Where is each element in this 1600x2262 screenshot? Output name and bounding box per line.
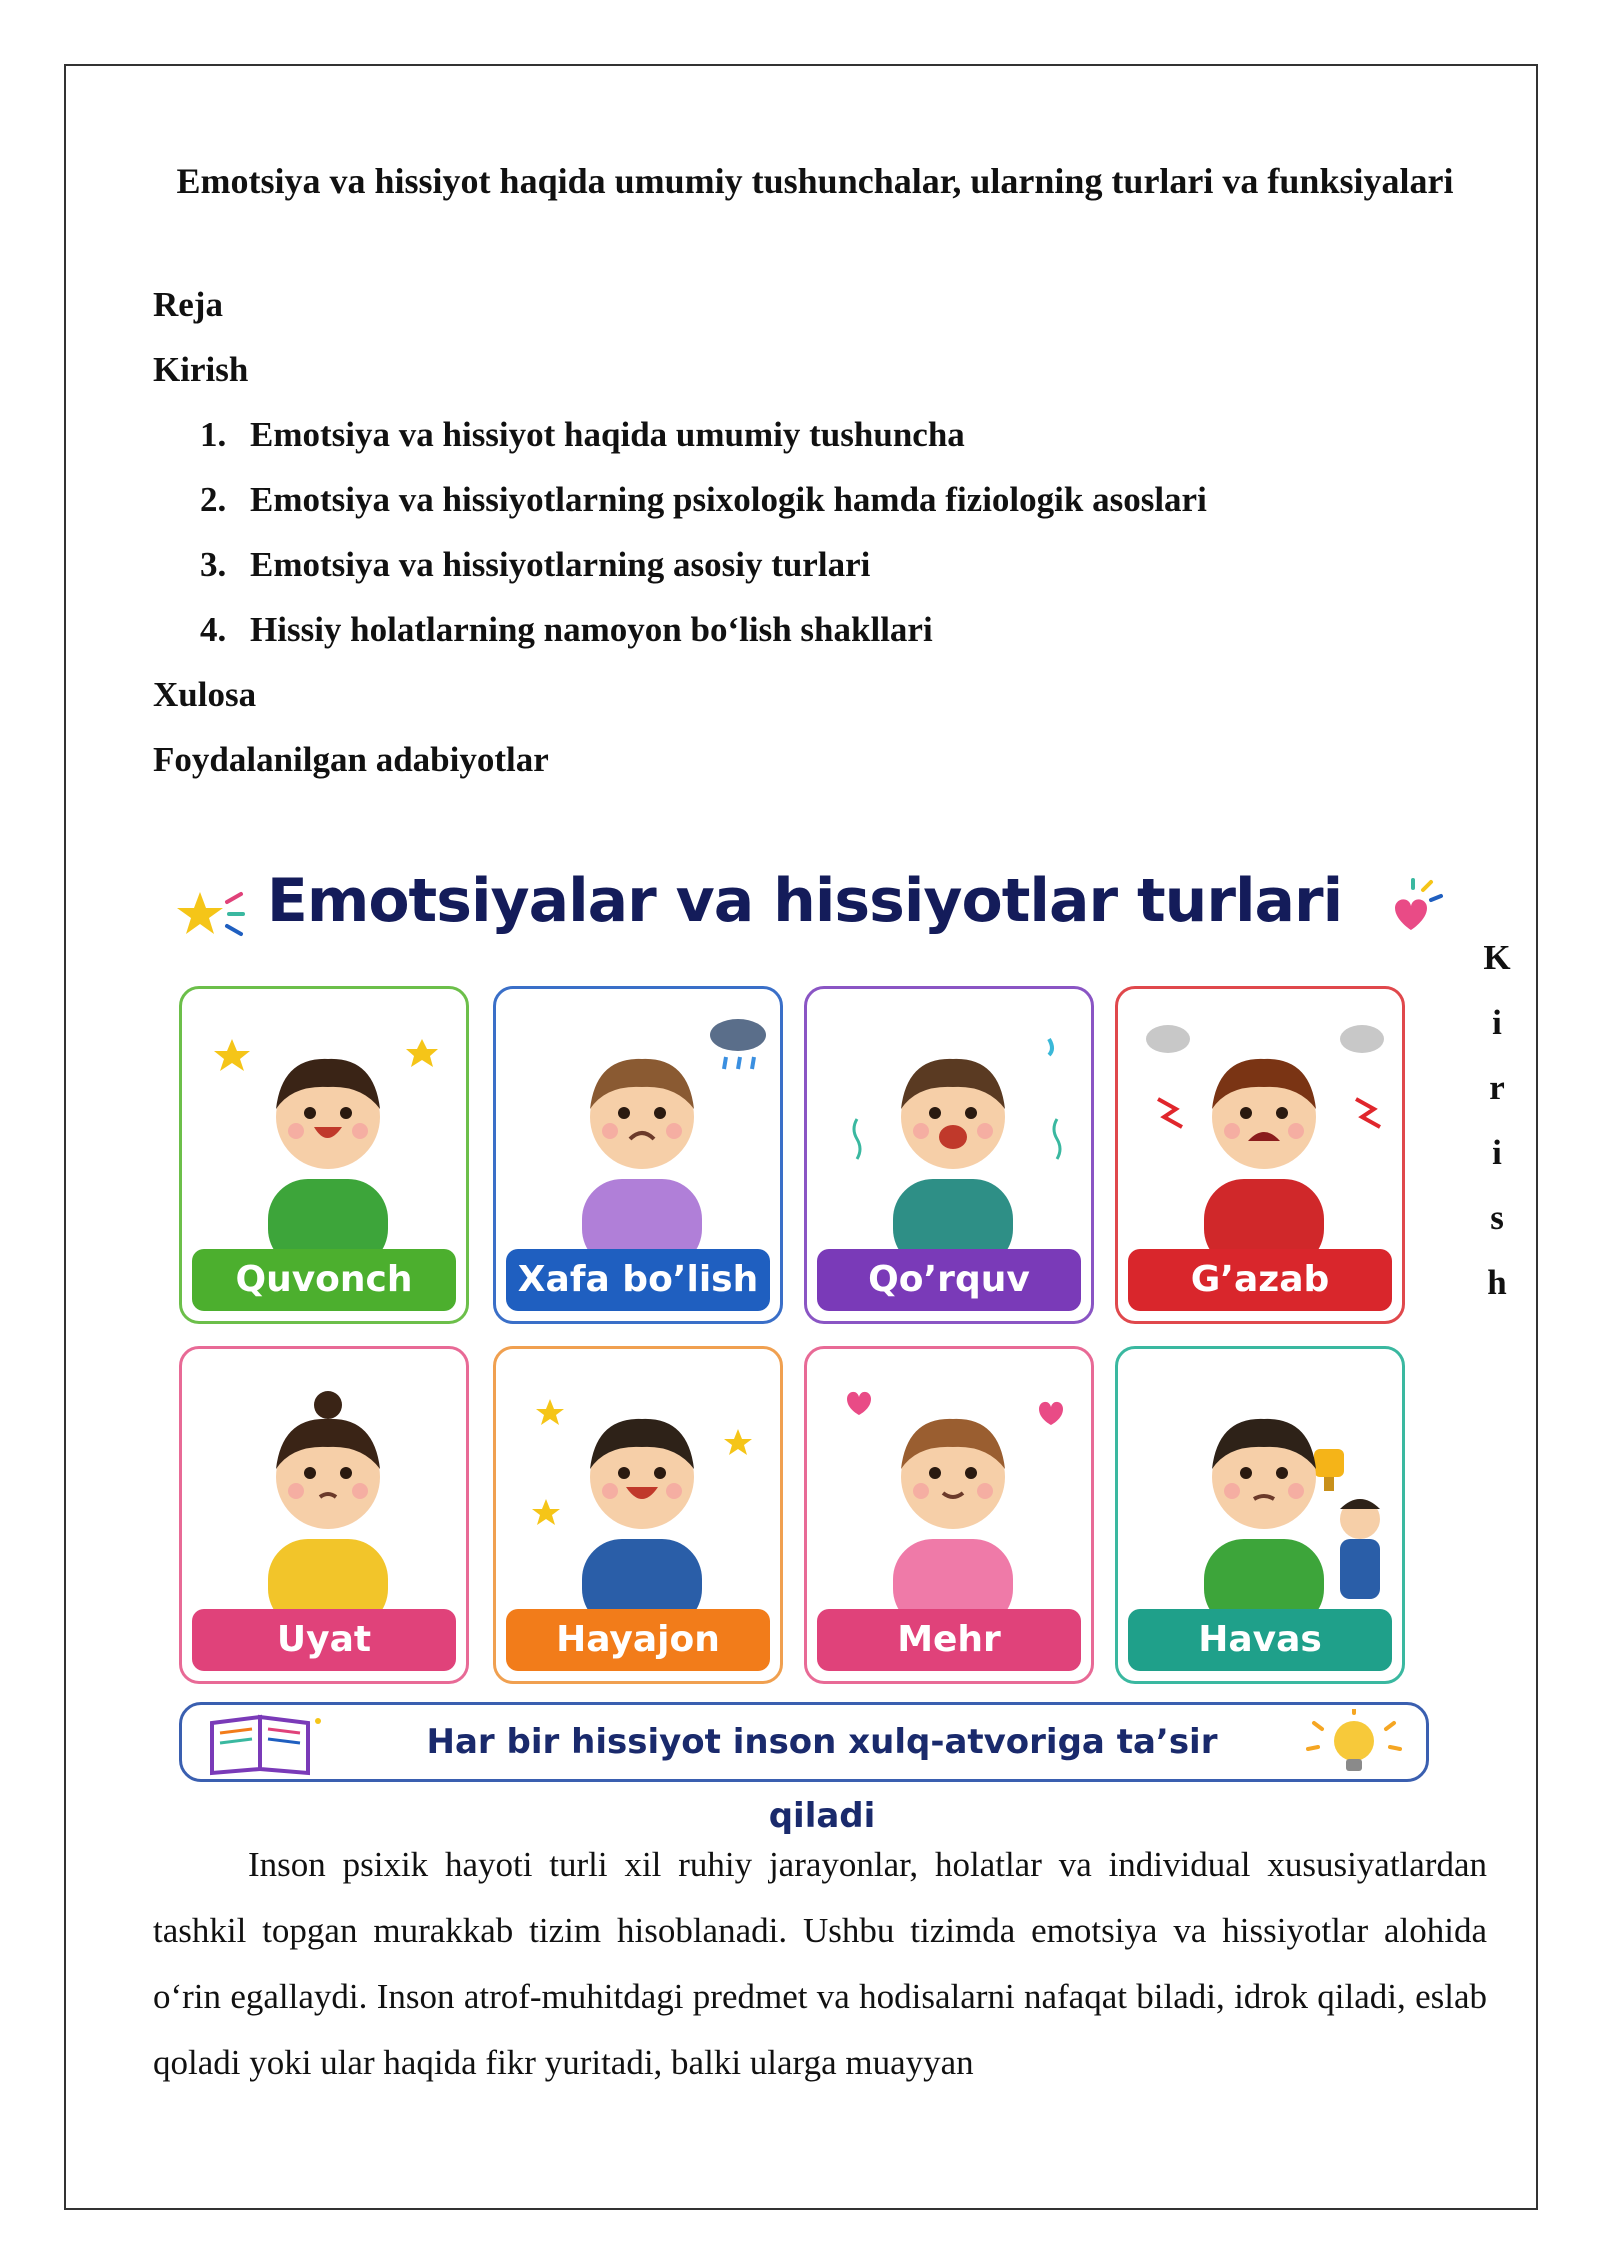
- side-letter: i: [1492, 1133, 1502, 1172]
- plan-item-text: Emotsiya va hissiyot haqida umumiy tushuncha: [250, 415, 965, 454]
- infographic-footer-text: Har bir hissiyot inson xulq-atvoriga ta’sir qiladi: [426, 1722, 1218, 1836]
- emotion-label: G’azab: [1128, 1249, 1392, 1311]
- emotion-card: [1115, 986, 1405, 1324]
- plan-heading: Reja: [153, 285, 223, 324]
- heart-icon: [1375, 878, 1445, 948]
- side-letter: i: [1492, 1003, 1502, 1042]
- emotion-label: Mehr: [817, 1609, 1081, 1671]
- plan-item-text: Hissiy holatlarning namoyon bo‘lish shakllari: [250, 610, 933, 649]
- infographic-footer: [179, 1702, 1429, 1836]
- excited-character-illustration: [506, 1359, 776, 1611]
- sad-character-illustration: [506, 999, 776, 1251]
- emotion-card: [179, 1346, 469, 1684]
- scared-character-illustration: [817, 999, 1087, 1251]
- emotion-card: [493, 1346, 783, 1684]
- emotion-label: Xafa bo’lish: [506, 1249, 770, 1311]
- emotion-label: Quvonch: [192, 1249, 456, 1311]
- emotion-card: [493, 986, 783, 1324]
- emotion-card: [1115, 1346, 1405, 1684]
- side-letter: s: [1490, 1198, 1504, 1237]
- plan-item: [200, 545, 870, 585]
- love-character-illustration: [817, 1359, 1087, 1611]
- plan-item-number: 3.: [200, 545, 227, 584]
- book-icon: [204, 1709, 324, 1779]
- plan-item: [200, 610, 933, 650]
- plan-item-number: 1.: [200, 415, 227, 454]
- document-title: Emotsiya va hissiyot haqida umumiy tushunchalar, ularning turlari va funksiyalari: [176, 161, 1454, 201]
- plan-item: [200, 415, 965, 455]
- plan-item-text: Emotsiya va hissiyotlarning psixologik hamda fiziologik asoslari: [250, 480, 1207, 519]
- plan-conclusion: Xulosa: [153, 675, 257, 714]
- intro-paragraph-text: Inson psixik hayoti turli xil ruhiy jarayonlar, holatlar va individual xususiyatlardan tashkil topgan murakkab tizim hisoblanadi. Ushbu tizimda emotsiya va hissiyotlar alohida o‘rin egallaydi. Inson atrof-muhitdagi predmet va hodisalarni nafaqat biladi, idrok qiladi, eslab qoladi yoki ular haqida fikr yuritadi, balki ularga muayyan: [153, 1845, 1487, 2082]
- plan-intro: Kirish: [153, 350, 249, 389]
- emotion-label: Havas: [1128, 1609, 1392, 1671]
- plan-item-number: 4.: [200, 610, 227, 649]
- plan-item-text: Emotsiya va hissiyotlarning asosiy turlari: [250, 545, 871, 584]
- side-letter: r: [1489, 1068, 1505, 1107]
- emotion-label: Uyat: [192, 1609, 456, 1671]
- emotion-card: [804, 986, 1094, 1324]
- plan-item: [200, 480, 1207, 520]
- emotion-label: Hayajon: [506, 1609, 770, 1671]
- shy-character-illustration: [192, 1359, 462, 1611]
- intro-paragraph: [153, 1832, 1487, 2096]
- angry-character-illustration: [1128, 999, 1398, 1251]
- side-letter: h: [1487, 1263, 1507, 1302]
- happy-character-illustration: [192, 999, 462, 1251]
- emotions-infographic: [153, 846, 1456, 1836]
- side-letter: K: [1483, 938, 1511, 977]
- plan-item-number: 2.: [200, 480, 227, 519]
- emotion-label: Qo’rquv: [817, 1249, 1081, 1311]
- lightbulb-icon: [1292, 1709, 1412, 1779]
- envy-character-illustration: [1128, 1359, 1398, 1611]
- emotion-card: [804, 1346, 1094, 1684]
- side-heading-kirish: [1482, 938, 1512, 1328]
- emotion-card: [179, 986, 469, 1324]
- infographic-title: Emotsiyalar va hissiyotlar turlari: [266, 866, 1343, 936]
- plan-references: Foydalanilgan adabiyotlar: [153, 740, 549, 779]
